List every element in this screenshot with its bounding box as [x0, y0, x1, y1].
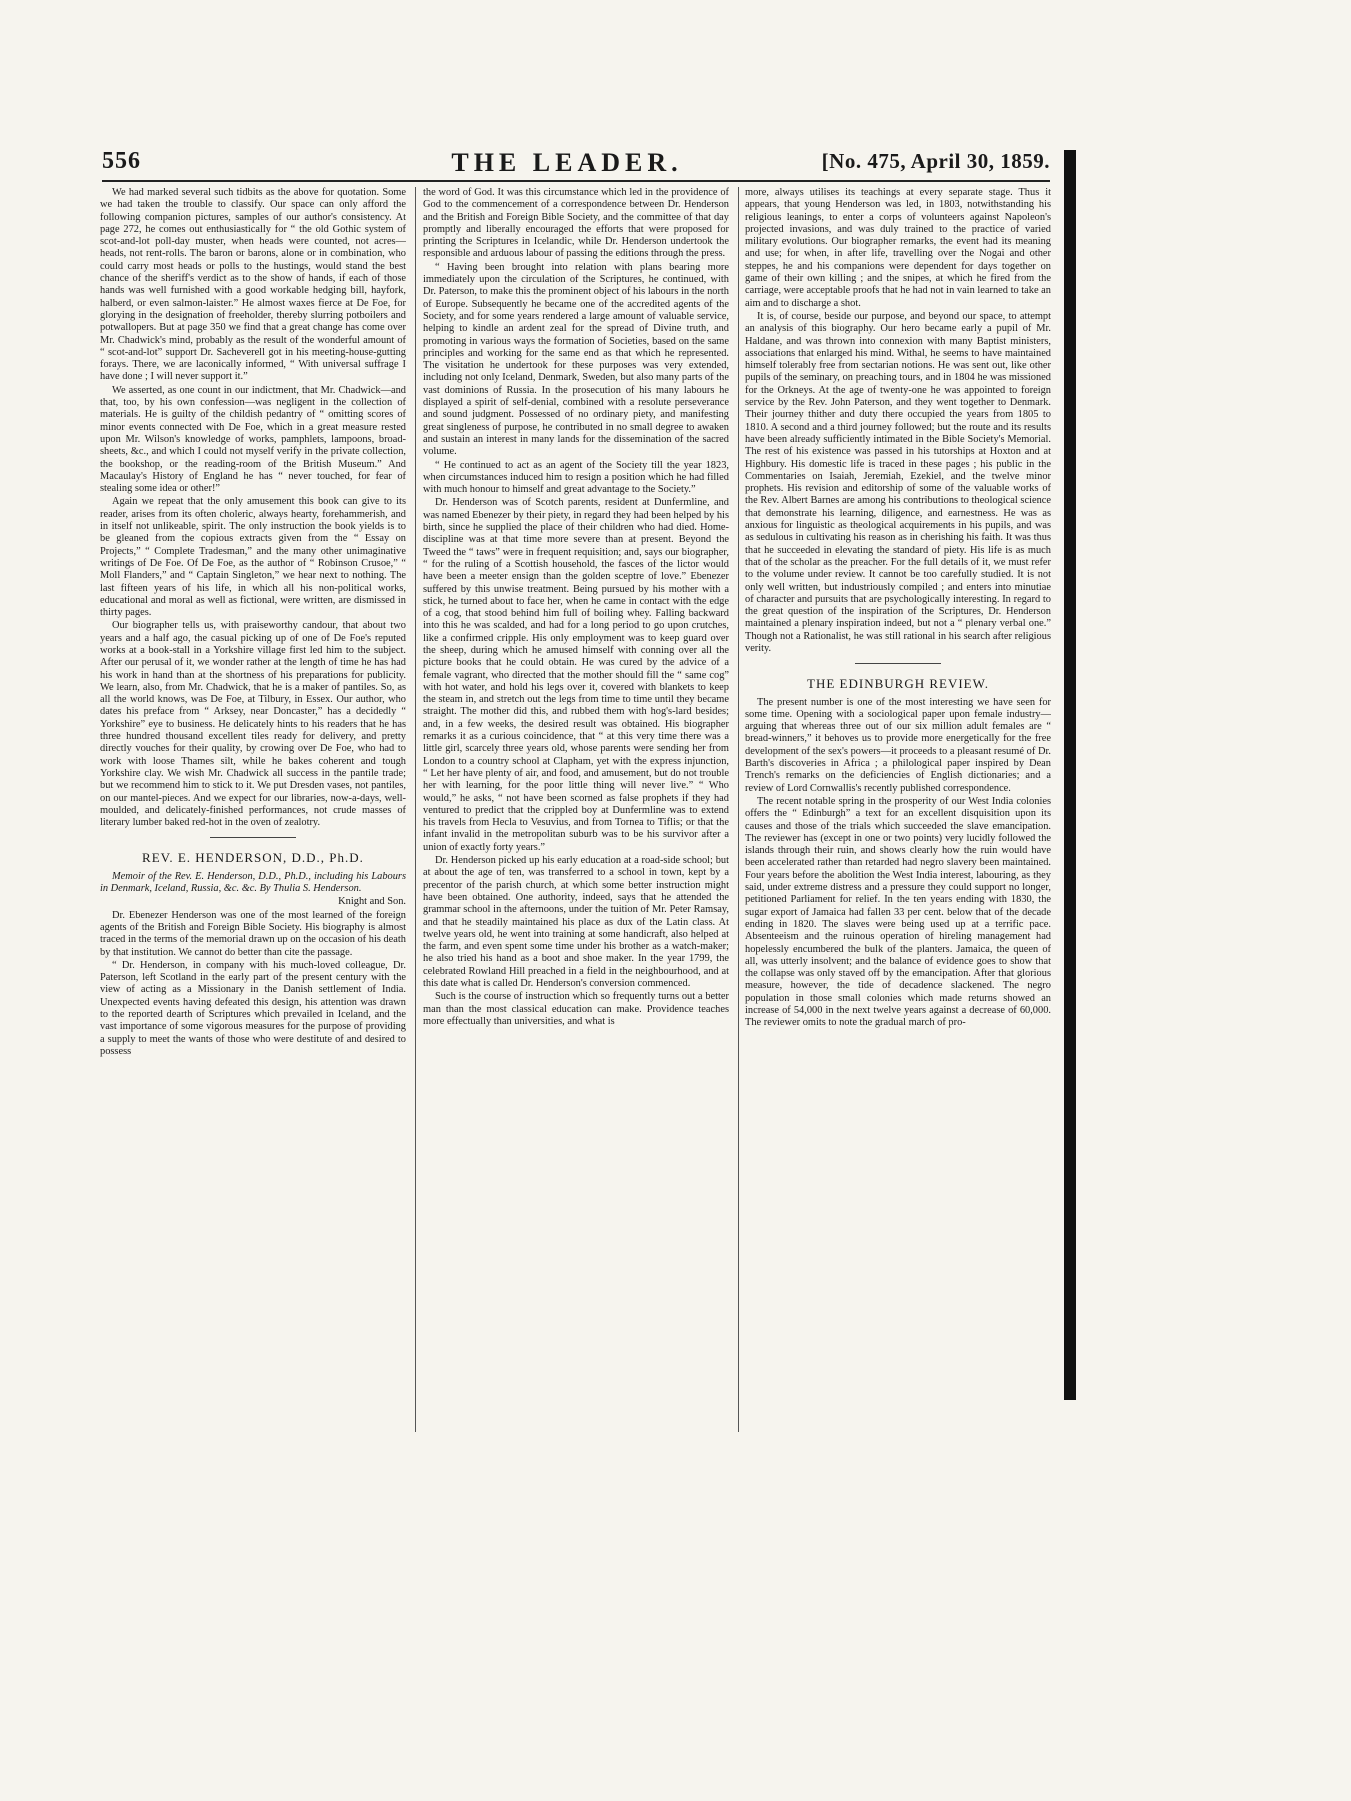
column-1 — [100, 187, 406, 1432]
header-rule — [102, 180, 1050, 182]
paragraph: more, always utilises its teachings at every separate stage. Thus it appears, that young Henderson was led, in 1803, notwithstanding his religious leanings, to enter a corps of volunteers against Napoleon's projected invasions, and was duly trained to the practice of varied military evolutions. Our biographer remarks, the event had its meaning and use; for when, in after life, travelling over the Nogai and other steppes, he and his companions were dependent for days together on game of their own killing ; and the snipes, at which he fired from the carriage, were acceptable proofs that he had not in vain learned to take an aim and to discharge a shot. — [745, 187, 1051, 309]
paragraph: We asserted, as one count in our indictment, that Mr. Chadwick—and that, too, by his own confession—was negligent in the collection of materials. He is guilty of the childish pedantry of “ omitting scores of minor events connected with De Foe, which in a great measure rested upon Mr. Wilson's knowledge of works, pamphlets, lampoons, broad-sheets, &c., and which I could not myself verify in the private collection, the bookshop, or the reading-room of the British Museum.” And Macaulay's History of England he has “ never touched, for fear of stealing some idea or other!” — [100, 384, 406, 495]
page-header — [102, 148, 1050, 178]
paragraph: Such is the course of instruction which so frequently turns out a better man than the most classical education can make. Providence teaches more effectually than universities, and what is — [423, 991, 729, 1027]
paragraph: “ Dr. Henderson, in company with his much-loved colleague, Dr. Paterson, left Scotland in the early part of the present century with the view of acting as a Missionary in the Danish settlement of India. Unexpected events having defeated this design, his attention was drawn to the reported dearth of Scriptures which prevailed in Iceland, and the vast importance of some vigorous measures for the purpose of providing a supply to meet the wants of those who were destitute of and desired to possess — [100, 959, 406, 1057]
paragraph: Dr. Henderson was of Scotch parents, resident at Dunfermline, and was named Ebenezer by their piety, in regard they had been helped by his birth, since he supplied the place of their children who had died. Home-discipline was at that time more severe than at present. Beyond the Tweed the “ taws” were in frequent requisition; and, says our biographer, “ for the ruling of a Scottish household, the fasces of the lictor would have been a meeter ensign than the golden sceptre of love.” Ebenezer suffered by this unwise treatment. Being pursued by his mother with a stick, he turned about to face her, when he came in contact with the edge of a cog, that stood behind him full of boiling whey. Falling backward into this he was scalded, and had for a long period to go upon crutches, like a confirmed cripple. His only employment was to keep guard over the sheep, during which he amused himself with conning over all the picture books that he could obtain. He was cured by the advice of a female vagrant, who directed that the mother should fill the “ same cog” with hot water, and hold his legs over it, covered with blankets to keep the steam in, and stretch out the legs from time to time until they became straight. The mother did this, and rubbed them with hog's-lard besides; and, in a few weeks, the desired result was obtained. His biographer remarks it as a curious coincidence, that “ at this very time there was a little girl, scarcely three years old, whose parents were sending her from London to a country school at Clapham, yet with the express injunction, “ Let her have plenty of air, and food, and amusement, but do not trouble her with learning, for the poor little thing will never live.” “ Who would,” he asks, “ not have been scorned as false prophets if they had ventured to predict that the crippled boy at Dunfermline was to extend his travels from Hecla to Vesuvius, and from Tornea to Tiflis; or that the infant invalid in the metropolitan suburb was to be his survivor after a union of exactly forty years.” — [423, 497, 729, 853]
paragraph: Again we repeat that the only amusement this book can give to its reader, arises from its often choleric, always hearty, forehammerish, and in itself not unlikeable, spirit. The only instruction the book yields is to be gleaned from the copious extracts given from the “ Essay on Projects,” “ Complete Tradesman,” and the many other unimaginative writings of De Foe. Of De Foe, as the author of “ Robinson Crusoe,” “ Moll Flanders,” and “ Captain Singleton,” we hear next to nothing. The last fifteen years of his life, in which all his non-political works, educational and moral as well as fictional, were written, are dismissed in thirty pages. — [100, 496, 406, 619]
article-heading: THE EDINBURGH REVIEW. — [807, 676, 989, 692]
paragraph: Our biographer tells us, with praiseworthy candour, that about two years and a half ago, the casual picking up of one of De Foe's reputed works at a book-stall in a Yorkshire village first led him to the subject. After our perusal of it, we wonder rather at the length of time he has had his work in hand than at the shortness of his preparations for publicity. We learn, also, from Mr. Chadwick, that he is a maker of pantiles. So, as all the world knows, was De Foe, at Tilbury, in Essex. Our author, who dates his preface from “ Arksey, near Doncaster,” has a decidedly “ Yorkshire” eye to business. He delicately hints to his readers that he has three hundred thousand excellent tiles ready for delivery, and pretty directly vouches for their quality, by crowing over De Foe, who had to work with loose Thames silt, while he bakes coherent and tough Yorkshire clay. We wish Mr. Chadwick all success in the pantile trade; but we recommend him to stick to it. We put Dresden vases, not pantiles, on our mantel-pieces. And we expect for our libraries, now-a-days, well-moulded, and delicately-finished performances, not crude masses of literary lumber baked red-hot in the oven of zealotry. — [100, 620, 406, 829]
paragraph: The recent notable spring in the prosperity of our West India colonies offers the “ Edinburgh” a text for an excellent disquisition upon its causes and those of the trials which succeeded the slave emancipation. The reviewer has (except in one or two points) very lucidly followed the islands through their ruin, and shows clearly how the ruin would have been accelerated rather than retarded had negro slavery been maintained. Four years before the abolition the West India interest, labouring, as they said, under extreme distress and a pressure they could support no longer, petitioned Parliament for relief. In the ten years ending with 1830, the sugar export of Jamaica had fallen 33 per cent. below that of the decade ending in 1820. The slaves were being used up at a terrific pace. Absenteeism and the ruinous operation of hireling management had hopelessly encumbered the bulk of the planters. Jamaica, the queen of all, was utterly insolvent; and the balance of evidence goes to show that the collapse was only staved off by the emancipation. After that glorious measure, however, the tide of decadence slackened. The negro population in those small colonies which made returns showed an increase of 54,000 in the next twelve years against a decrease of 60,000. The reviewer omits to note the gradual march of pro- — [745, 795, 1051, 1029]
issue-date: [No. 475, April 30, 1859. — [821, 149, 1050, 173]
publisher: Knight and Son. — [338, 896, 406, 908]
paragraph: the word of God. It was this circumstance which led in the providence of God to the commencement of a correspondence between Dr. Henderson and the British and Foreign Bible Society, and the committee of that day promptly and liberally encouraged the efforts that were proposed for printing the Scriptures in Icelandic, while Dr. Henderson undertook the responsible and arduous labour of passing the editions through the press. — [423, 187, 729, 260]
book-citation: Memoir of the Rev. E. Henderson, D.D., Ph.D., including his Labours in Denmark, Iceland, Russia, &c. &c. By Thulia S. Henderson. — [100, 870, 406, 895]
column-divider — [738, 187, 739, 1432]
section-rule — [210, 837, 296, 838]
masthead-title: THE LEADER. — [451, 148, 683, 177]
paragraph: Dr. Henderson picked up his early education at a road-side school; but at about the age of ten, was transferred to a school in town, kept by a precentor of the parish church, at which some better instruction might have been obtained. One authority, indeed, says that he attended the grammar school in the afternoons, under the tuition of Mr. Peter Ramsay, and that he steadily maintained his place as dux of the Latin class. At twelve years old, he went into training at some handicraft, also helped at the farm, and even spent some time under his brother as a watch-maker; he also tried his hand as a boot and shoe maker. In the year 1799, the celebrated Rowland Hill preached in a field in the neighbourhood, and at this date what is called Dr. Henderson's conversion commenced. — [423, 855, 729, 989]
column-2 — [423, 187, 729, 1432]
paragraph: “ Having been brought into relation with plans bearing more immediately upon the circulation of the Scriptures, he continued, with Dr. Paterson, to make this the prominent object of his labours in the north of Europe. Subsequently he became one of the accredited agents of the Society, and for some years rendered a large amount of valuable service, helping to kindle an ardent zeal for the spread of Divine truth, and promoting in various ways the formation of Societies, based on the same principles and working for the same end as that which he represented. The visitation he undertook for these purposes was very extended, including not only Iceland, Denmark, Sweden, but also many parts of the vast dominions of Russia. In the prosecution of his many labours he displayed a spirit of self-denial, combined with a resolute perseverance and sound judgment. Possessed of no ordinary piety, and manifesting great singleness of purpose, he contributed in no small degree to awaken and sustain an interest in many lands for the dissemination of the sacred volume. — [423, 261, 729, 458]
article-heading: REV. E. HENDERSON, D.D., Ph.D. — [142, 850, 364, 866]
column-divider — [415, 187, 416, 1432]
paragraph: The present number is one of the most interesting we have seen for some time. Opening with a sociological paper upon female industry—arguing that whereas three out of our six million adult females are “ bread-winners,” it behoves us to provide more energetically for the free development of the sex's powers—it proceeds to a pleasant resumé of Dr. Barth's discoveries in Africa ; a philological paper inspired by Dean Trench's remarks on the deficiencies of English dictionaries; and a review of Lord Cornwallis's recently published correspondence. — [745, 696, 1051, 794]
column-3 — [745, 187, 1051, 1432]
paragraph: It is, of course, beside our purpose, and beyond our space, to attempt an analysis of this biography. Our hero became early a pupil of Mr. Haldane, and was thrown into connexion with many Baptist ministers, associations that enlarged his mind. Withal, he seems to have maintained himself tolerably free from sectarian notions. He was sent out, like other pupils of the seminary, on preaching tours, and in 1804 he was missioned for the Orkneys. At the age of twenty-one he was appointed to foreign service by the Rev. John Paterson, and they went together to Denmark. Their journey thither and duty there occupied the years from 1805 to 1810. A second and a third journey followed; but the route and its results have been already sufficiently intimated in the Bible Society's Memorial. The rest of his existence was passed in his tutorships at Hoxton and at Highbury. His domestic life is traced in these pages ; his public in the Commentaries on Isaiah, Jeremiah, Ezekiel, and the twelve minor prophets. His revision and editorship of some of the valuable works of the Rev. Albert Barnes are among his contributions to theological science that demonstrate his learning, diligence, and earnestness. He was as anxious for linguistic as theological acquirements in his pupils, and was as sedulous in cultivating his reason as in cherishing his faith. It was thus that he succeeded in elevating the standard of piety. His life is as much that of the scholar as the preacher. For the full details of it, we must refer to the volume under review. It cannot be too carefully studied. It is not only well written, but industriously compiled ; and enters into minutiae of character and pursuits that are psychologically interesting. In regard to the great question of the inspiration of the Scriptures, Dr. Henderson maintained a plenary inspiration indeed, but not a “ plenary verbal one.” Though not a Rationalist, he was still rational in his search after religious verity. — [745, 310, 1051, 654]
page-number: 556 — [102, 148, 141, 174]
paragraph: We had marked several such tidbits as the above for quotation. Some we had taken the trouble to classify. Our space can only afford the following companion pictures, samples of our author's consistency. At page 272, he comes out enthusiastically for “ the old Gothic system of scot-and-lot poll-day muster, when heads were counted, not acres—heads, not rent-rolls. The baron or barons, alone or in combination, who could carry most heads or polls to the hustings, would stand the best chance of the sheriff's verdict as to the show of hands, if each of those hands was well furnished with a good workable hedging bill, hayfork, halberd, or even salmon-laister.” He almost waxes fierce at De Foe, for glorying in the designation of freeholder, thereby slurring potboilers and potwallopers. But at page 350 we find that a great change has come over Mr. Chadwick's mind, probably as the result of the wonderful amount of “ scot-and-lot” support Dr. Sacheverell got in his meeting-house-gutting forays. There, we are laconically informed, “ With universal suffrage I have done ; I will never support it.” — [100, 187, 406, 383]
binding-edge-bar — [1064, 150, 1076, 1400]
section-rule — [855, 663, 941, 664]
paragraph: Dr. Ebenezer Henderson was one of the most learned of the foreign agents of the British and Foreign Bible Society. His biography is almost traced in the terms of the memorial drawn up on the occasion of his death by that institution. We cannot do better than cite the passage. — [100, 909, 406, 958]
paragraph: “ He continued to act as an agent of the Society till the year 1823, when circumstances induced him to resign a position which he had filled with much honour to himself and great advantage to the Society.” — [423, 459, 729, 496]
